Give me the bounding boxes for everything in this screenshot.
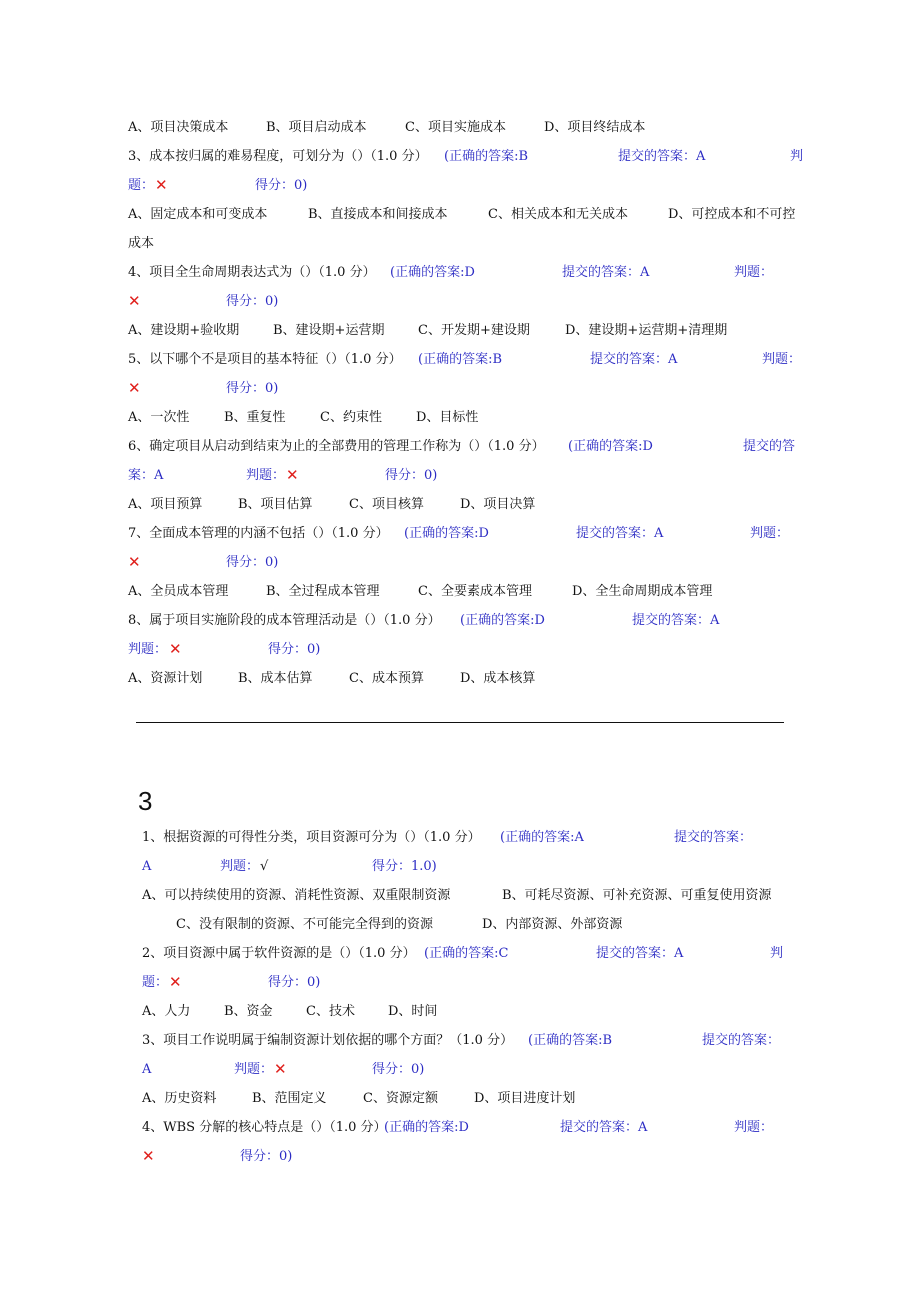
option-c: C、开发期+建设期 <box>418 323 530 338</box>
option-c: C、相关成本和无关成本 <box>488 207 628 222</box>
question-text: 8、属于项目实施阶段的成本管理活动是（）（1.0 分） <box>128 613 441 628</box>
wrong-mark-icon: ✕ <box>128 379 141 397</box>
option-d: D、成本核算 <box>460 671 536 686</box>
question-text: 3、项目工作说明属于编制资源计划依据的哪个方面？（1.0 分） <box>142 1033 514 1048</box>
submitted-answer-cont: 案：A <box>128 468 164 483</box>
submitted-answer-cont: A <box>142 859 152 874</box>
question-text: 7、全面成本管理的内涵不包括（）（1.0 分） <box>128 526 389 541</box>
option-c: C、全要素成本管理 <box>418 584 532 599</box>
judge-label: 判题： <box>762 352 802 367</box>
option-d: D、项目进度计划 <box>474 1091 576 1106</box>
question-text: 1、根据资源的可得性分类，项目资源可分为（）（1.0 分） <box>142 830 481 845</box>
wrong-mark-icon: ✕ <box>128 553 141 571</box>
option-b: B、直接成本和间接成本 <box>308 207 448 222</box>
option-b: B、项目启动成本 <box>266 120 367 135</box>
option-c: C、项目实施成本 <box>405 120 506 135</box>
correct-answer: (正确的答案:B <box>444 149 529 164</box>
option-a: A、固定成本和可变成本 <box>128 207 268 222</box>
judge-label: 题： <box>142 975 169 990</box>
option-a: A、项目预算 <box>128 497 203 512</box>
judge-label: 判题： <box>246 468 286 483</box>
option-b: B、可耗尽资源、可补充资源、可重复使用资源 <box>502 888 772 903</box>
judge-label: 判题： <box>220 859 260 874</box>
score: 得分：0) <box>385 468 438 483</box>
question-text: 6、确定项目从启动到结束为止的全部费用的管理工作称为（）（1.0 分） <box>128 439 545 454</box>
option-a: A、全员成本管理 <box>128 584 229 599</box>
score: 得分：0) <box>255 178 308 193</box>
option-c: C、资源定额 <box>363 1091 438 1106</box>
correct-answer: (正确的答案:D <box>384 1120 469 1135</box>
submitted-answer: 提交的答案： <box>702 1033 781 1048</box>
option-a: A、人力 <box>142 1004 191 1019</box>
option-a: A、可以持续使用的资源、消耗性资源、双重限制资源 <box>142 888 451 903</box>
submitted-answer: 提交的答案：A <box>576 526 664 541</box>
option-b: B、全过程成本管理 <box>266 584 380 599</box>
correct-answer: (正确的答案:B <box>528 1033 613 1048</box>
question-text: 4、项目全生命周期表达式为（）（1.0 分） <box>128 265 376 280</box>
score: 得分：0) <box>226 381 279 396</box>
question-text: 3、成本按归属的难易程度，可划分为（）（1.0 分） <box>128 149 428 164</box>
submitted-answer: 提交的答案：A <box>596 946 684 961</box>
option-c: C、没有限制的资源、不可能完全得到的资源 <box>176 917 433 932</box>
option-d: D、时间 <box>388 1004 438 1019</box>
correct-mark-icon: √ <box>260 859 269 874</box>
score: 得分：0) <box>268 642 321 657</box>
option-a: A、一次性 <box>128 410 190 425</box>
submitted-answer: 提交的答案：A <box>560 1120 648 1135</box>
score: 得分：1.0) <box>372 859 437 874</box>
option-d: D、可控成本和不可控 <box>668 207 796 222</box>
option-d: D、全生命周期成本管理 <box>572 584 713 599</box>
judge-label: 判题： <box>750 526 790 541</box>
section-number: 3 <box>138 786 153 816</box>
option-b: B、范围定义 <box>252 1091 327 1106</box>
correct-answer: (正确的答案:D <box>390 265 475 280</box>
option-b: B、成本估算 <box>238 671 313 686</box>
wrong-mark-icon: ✕ <box>286 466 299 484</box>
correct-answer: (正确的答案:D <box>568 439 653 454</box>
option-d-cont: 成本 <box>128 236 155 251</box>
option-d: D、项目终结成本 <box>544 120 646 135</box>
score: 得分：0) <box>372 1062 425 1077</box>
correct-answer: (正确的答案:C <box>424 946 509 961</box>
option-a: A、项目决策成本 <box>128 120 229 135</box>
submitted-answer: 提交的答案： <box>674 830 753 845</box>
judge-label: 判 <box>770 946 784 961</box>
score: 得分：0) <box>268 975 321 990</box>
correct-answer: (正确的答案:A <box>500 830 584 845</box>
submitted-answer-cont: A <box>142 1062 152 1077</box>
question-text: 4、WBS 分解的核心特点是（）（1.0 分） <box>142 1120 387 1135</box>
wrong-mark-icon: ✕ <box>128 292 141 310</box>
judge-label: 判题： <box>234 1062 274 1077</box>
submitted-answer: 提交的答 <box>743 439 796 454</box>
submitted-answer: 提交的答案：A <box>590 352 678 367</box>
option-b: B、项目估算 <box>238 497 313 512</box>
judge-label: 题： <box>128 178 155 193</box>
judge-label: 判 <box>790 149 804 164</box>
section-divider <box>136 722 784 723</box>
submitted-answer: 提交的答案：A <box>562 265 650 280</box>
submitted-answer: 提交的答案：A <box>618 149 706 164</box>
wrong-mark-icon: ✕ <box>274 1060 287 1078</box>
option-a: A、建设期+验收期 <box>128 323 240 338</box>
score: 得分：0) <box>226 294 279 309</box>
option-c: C、成本预算 <box>349 671 424 686</box>
submitted-answer: 提交的答案：A <box>632 613 720 628</box>
correct-answer: (正确的答案:D <box>404 526 489 541</box>
wrong-mark-icon: ✕ <box>169 640 182 658</box>
option-d: D、建设期+运营期+清理期 <box>565 323 728 338</box>
option-a: A、历史资料 <box>142 1091 217 1106</box>
option-b: B、重复性 <box>224 410 286 425</box>
option-b: B、建设期+运营期 <box>273 323 385 338</box>
wrong-mark-icon: ✕ <box>155 176 168 194</box>
option-a: A、资源计划 <box>128 671 203 686</box>
wrong-mark-icon: ✕ <box>142 1147 155 1165</box>
option-c: C、项目核算 <box>349 497 424 512</box>
correct-answer: (正确的答案:B <box>418 352 503 367</box>
option-d: D、内部资源、外部资源 <box>482 917 623 932</box>
question-text: 2、项目资源中属于软件资源的是（）（1.0 分） <box>142 946 416 961</box>
option-d: D、目标性 <box>416 410 479 425</box>
option-c: C、技术 <box>306 1004 355 1019</box>
judge-label: 判题： <box>734 1120 774 1135</box>
question-text: 5、以下哪个不是项目的基本特征（）（1.0 分） <box>128 352 402 367</box>
score: 得分：0) <box>226 555 279 570</box>
option-b: B、资金 <box>224 1004 273 1019</box>
correct-answer: (正确的答案:D <box>460 613 545 628</box>
option-d: D、项目决算 <box>460 497 536 512</box>
judge-label: 判题： <box>734 265 774 280</box>
wrong-mark-icon: ✕ <box>169 973 182 991</box>
score: 得分：0) <box>240 1149 293 1164</box>
judge-label: 判题： <box>128 642 168 657</box>
option-c: C、约束性 <box>320 410 382 425</box>
